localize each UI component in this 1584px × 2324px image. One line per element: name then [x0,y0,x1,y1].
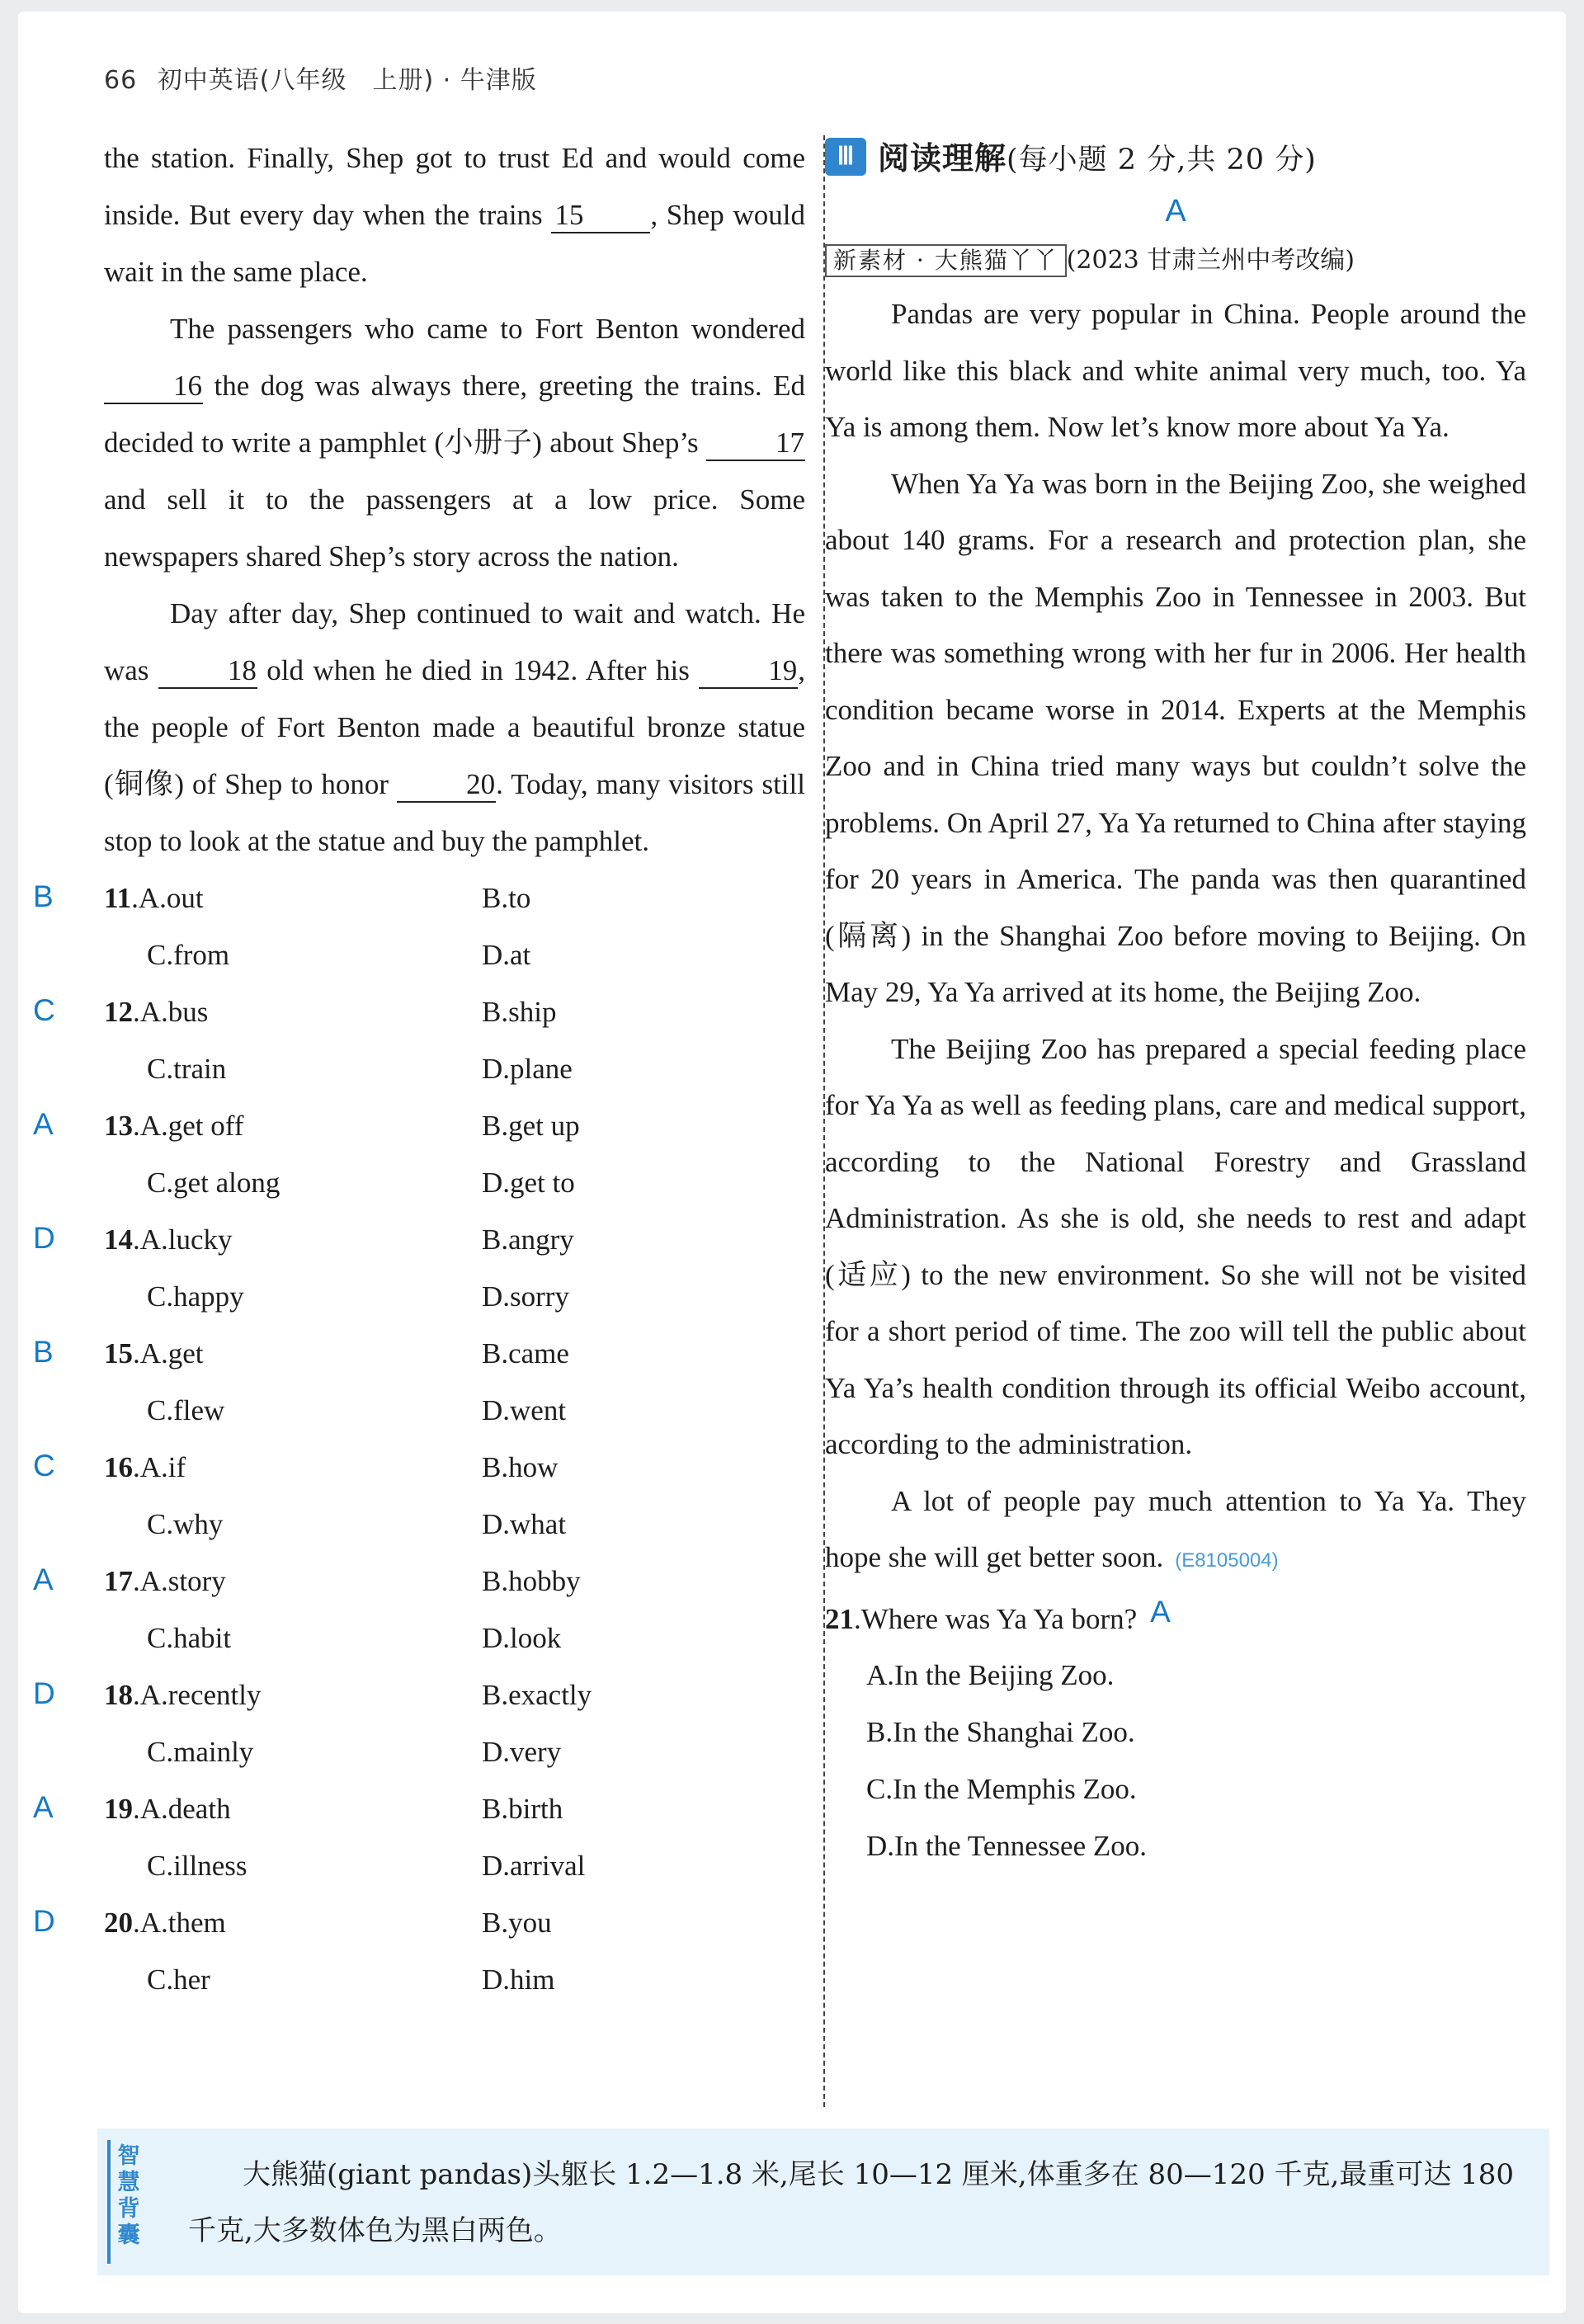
question-item [33,1439,805,1553]
option-text: A.out [138,882,204,914]
option-a: 11.A.out [104,882,204,914]
option-a: 18.A.recently [104,1679,262,1711]
page-header [104,59,537,96]
tip-accent-bar [107,2140,111,2264]
option-c: C.why [147,1508,224,1540]
question-item [33,1666,805,1780]
answer-mark: B [33,1335,54,1369]
answer-mark: A [1150,1594,1171,1629]
passage-code: (E8105004) [1175,1549,1279,1572]
question-stem: .Where was Ya Ya born? [854,1602,1138,1635]
text-run: A lot of people pay much attention to Ya Ya. They hope she will get better soon. [825,1484,1526,1573]
question-number: 20 [104,1907,133,1939]
option-b: B.how [482,1451,559,1483]
option-text: A.recently [139,1679,262,1711]
option-b: B.birth [482,1793,563,1825]
option-c: C.train [147,1053,227,1085]
question-item [33,1211,805,1325]
question-number: 11 [104,882,132,914]
option-d: D.went [482,1394,567,1426]
question-item [33,983,805,1097]
option-b: B.came [482,1337,569,1369]
page [18,12,1566,2313]
tip-text [188,2147,1525,2259]
option-c: C.mainly [147,1736,254,1768]
question-number: 13 [104,1110,133,1142]
answer-mark: A [33,1107,54,1141]
option-d: D.at [482,939,531,971]
answer-mark: A [33,1790,54,1824]
blank-16: 16 [104,370,203,404]
passage-paragraph [825,1473,1526,1590]
option-text: A.death [139,1793,231,1825]
text-run: the station. Finally, Shep got to trust Ed and would come inside. But every day when the trains [104,142,805,231]
option-d: D.plane [482,1053,573,1085]
blank-17: 17 [706,427,805,461]
blank-20: 20 [397,768,496,803]
option-a: 12.A.bus [104,996,209,1028]
option-d: D.arrival [482,1850,586,1882]
option-d: D.In the Tennessee Zoo. [866,1829,1148,1862]
left-column [33,130,805,2008]
answer-mark: D [33,1221,55,1255]
source-note: (2023 甘肃兰州中考改编) [1066,246,1355,275]
option-text: A.get [139,1337,204,1369]
text-run: . Today, many visitors still stop to look at the statue and buy the pamphlet. [104,768,805,857]
question-number: 18 [104,1679,133,1711]
option-b: B.exactly [482,1679,592,1711]
option-a: 20.A.them [104,1907,226,1939]
option-c: C.flew [147,1394,225,1426]
option-a: 19.A.death [104,1793,231,1825]
option-a: 13.A.get off [104,1110,244,1142]
option-a: 16.A.if [104,1451,186,1483]
option-b: B.get up [482,1110,580,1142]
material-tag: 新素材 · 大熊猫丫丫 [825,244,1067,277]
question-number: 12 [104,996,133,1028]
text-run: and sell it to the passengers at a low price. Some newspapers shared Shep’s story across the nation. [104,483,805,573]
passage-paragraph: Pandas are very popular in China. People around the world like this black and white animal very much, too. Ya Ya is among them. Now let’s know more about Ya Ya. [825,298,1526,443]
answer-mark: C [33,1449,55,1483]
option-c: C.habit [147,1622,232,1654]
answer-mark: D [33,1676,55,1710]
text-run: Day after day, Shep continued to wait and watch. He was [104,597,805,686]
option-text: A.them [139,1907,226,1939]
passage-paragraph [104,585,805,870]
question-number: 17 [104,1565,133,1597]
book-title: 初中英语(八年级 上册) · 牛津版 [157,66,537,95]
question-item [33,1780,805,1894]
blank-15: 15 [551,199,650,233]
section-title [878,133,1317,178]
option-a: 15.A.get [104,1337,204,1369]
option-a: 17.A.story [104,1565,226,1597]
option-c: C.happy [147,1280,244,1313]
question-item [33,1097,805,1211]
option-b: B.hobby [482,1565,581,1597]
option-text: A.lucky [139,1223,233,1256]
question-number: 21 [825,1602,854,1635]
option-text: A.if [139,1451,186,1483]
option-text: A.bus [139,996,209,1028]
option-a: A.In the Beijing Zoo. [866,1658,1115,1691]
text-run: , the people of Fort Benton made a beautiful bronze statue (铜像) of Shep to honor [104,654,805,800]
question-item [33,870,805,983]
option-text: A.story [139,1565,226,1597]
blank-19: 19 [699,654,798,689]
option-c: C.get along [147,1167,280,1199]
text-run: The passengers who came to Fort Benton wondered [170,313,805,345]
passage-paragraph: The Beijing Zoo has prepared a special feeding place for Ya Ya as well as feeding plans, care and medical support, according to the National Forestry and Grassland Administration. As she is old, she needs to rest and adapt (适应) to the new environment. So she will not be visited for a short period of time. The zoo will tell the public about Ya Ya’s health condition through its official Weibo account, according to the administration. [825,1032,1526,1460]
option-b: B.you [482,1907,552,1939]
option-c: C.In the Memphis Zoo. [866,1772,1137,1805]
section-badge: Ⅲ [825,138,866,176]
question-item [33,1553,805,1666]
question-item [33,1894,805,2008]
option-d: D.what [482,1508,567,1540]
option-c: C.her [147,1963,210,1996]
tip-text-body: 大熊猫(giant pandas)头躯长 1.2—1.8 米,尾长 10—12 厘米,体重多在 80—120 千克,最重可达 180 千克,大多数体色为黑白两色。 [188,2158,1515,2247]
question-number: 16 [104,1451,133,1483]
passage-paragraph: When Ya Ya was born in the Beijing Zoo, she weighed about 140 grams. For a research and protection plan, she was taken to the Memphis Zoo in Tennessee in 2003. But there was something wrong with her fur in 2006. Her health condition became worse in 2014. Experts at the Memphis Zoo and in China tried many ways but couldn’t solve the problems. On April 27, Ya Ya returned to China after staying for 20 years in America. The panda was then quarantined (隔离) in the Shanghai Zoo before moving to Beijing. On May 29, Ya Ya arrived at its home, the Beijing Zoo. [825,467,1526,1008]
option-b: B.to [482,882,531,914]
question-number: 19 [104,1793,133,1825]
option-b: B.In the Shanghai Zoo. [866,1715,1135,1748]
text-run: old when he died in 1942. After his [257,654,700,686]
passage-paragraph [104,130,805,300]
question-item [33,1325,805,1439]
tip-box [97,2128,1549,2275]
question-number: 15 [104,1337,133,1369]
option-c: C.from [147,939,230,971]
option-b: B.angry [482,1223,574,1256]
right-column [825,130,1526,1874]
option-d: D.look [482,1622,562,1654]
passage-paragraph [104,300,805,585]
option-d: D.very [482,1736,562,1768]
section-points: (每小题 2 分,共 20 分) [1006,144,1317,177]
blank-18: 18 [158,654,257,689]
answer-mark: B [33,879,54,913]
section-heading [825,130,1526,187]
option-d: D.sorry [482,1280,569,1313]
question-21 [825,1590,1526,1874]
tip-label: 智慧背囊 [117,2143,140,2248]
section-title-text: 阅读理解 [878,140,1007,177]
option-b: B.ship [482,996,557,1028]
option-text: A.get off [139,1110,244,1142]
answer-mark: C [33,993,55,1027]
answer-mark: D [33,1904,55,1938]
question-number: 14 [104,1223,133,1256]
option-c: C.illness [147,1850,248,1882]
question-list [33,870,805,2008]
page-number: 66 [104,66,138,95]
text-run: the dog was always there, greeting the trains. Ed decided to write a pamphlet (小册子) about Shep’s [104,370,805,459]
option-d: D.get to [482,1167,575,1199]
option-a: 14.A.lucky [104,1223,233,1256]
text-run: , Shep would wait in the same place. [104,199,805,288]
answer-mark: A [33,1563,54,1596]
option-d: D.him [482,1963,555,1996]
source-line [825,235,1526,286]
part-label: A [1165,194,1186,229]
